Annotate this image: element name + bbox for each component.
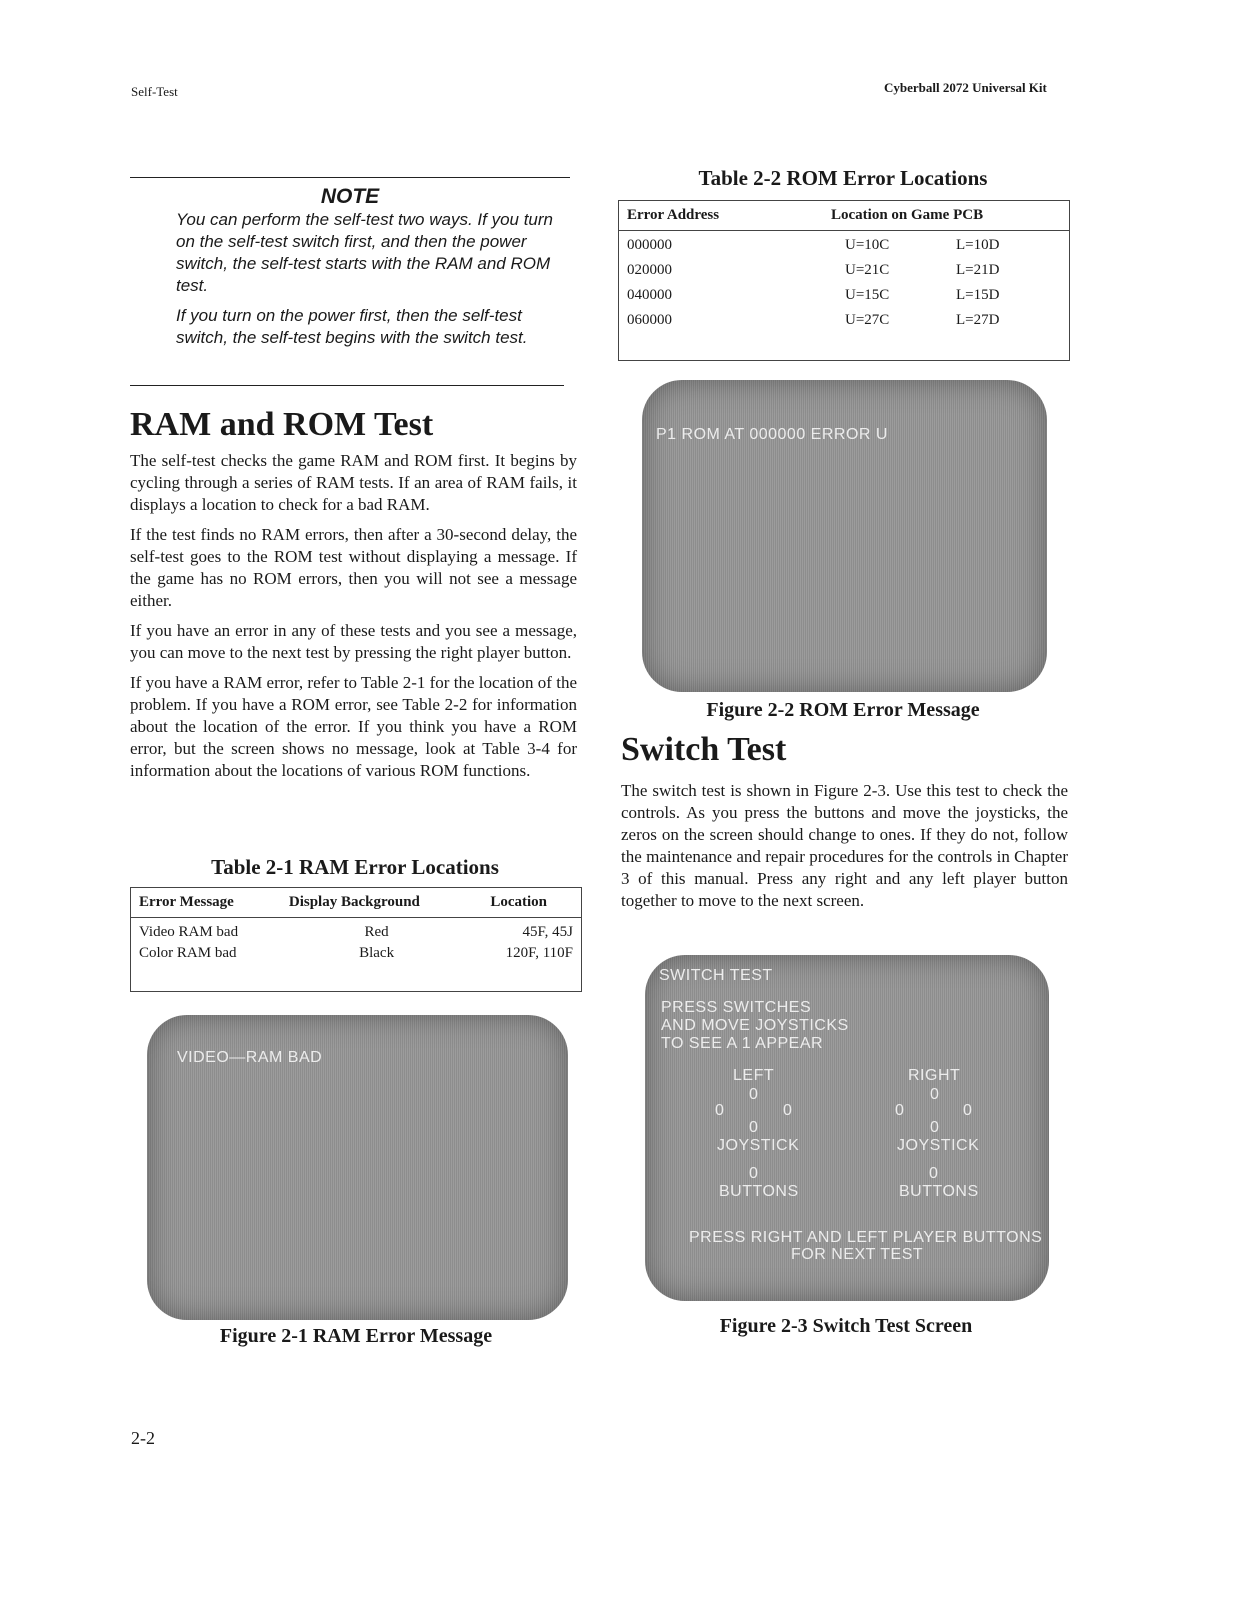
figure-2-1-screen [147,1015,568,1320]
screen-zero: 0 [930,1086,940,1103]
screen-zero: 0 [930,1119,940,1136]
table-cell: L=27D [956,312,1000,328]
figure-2-2-screen [642,380,1047,692]
screen-title: SWITCH TEST [659,967,773,984]
table-cell: U=10C [845,237,890,253]
table-row [619,231,1069,257]
note-top-rule [130,177,570,178]
ram-rom-body [130,450,577,790]
running-header-left: Self-Test [131,84,178,99]
note-bottom-rule [130,385,564,386]
table-cell: L=21D [956,262,1000,278]
table-2-1-title: Table 2-1 RAM Error Locations [211,855,499,879]
screen-zero: 0 [749,1165,759,1182]
note-paragraph-2: If you turn on the power first, then the self-test switch, the self-test begins with the switch test. [176,306,528,347]
table-header-cell: Error Address [619,201,815,231]
table-row [619,281,1069,306]
screen-zero: 0 [749,1119,759,1136]
table-cell: 020000 [627,262,672,278]
table-row [131,918,581,944]
screen-instruction: AND MOVE JOYSTICKS [661,1017,849,1034]
screen-footer: FOR NEXT TEST [791,1246,924,1263]
screen-joystick-label: JOYSTICK [717,1137,800,1154]
table-cell: 45F, 45J [522,924,573,940]
screen-zero: 0 [895,1102,905,1119]
table-cell: U=15C [845,287,890,303]
screen-zero: 0 [715,1102,725,1119]
table-cell: U=21C [845,262,890,278]
note-paragraph-1: You can perform the self-test two ways. If you turn on the self-test switch first, and then the power switch, the self-test starts with the RAM and ROM test. [176,210,554,295]
ram-rom-paragraph-2: If the test finds no RAM errors, then after a 30-second delay, the self-test goes to the ROM test without displaying a message. If the game has no ROM errors, then you will not see a message either. [130,525,577,610]
table-row [131,943,581,964]
figure-2-2-caption: Figure 2-2 ROM Error Message [706,699,980,721]
screen-text: VIDEO—RAM BAD [177,1049,323,1066]
switch-test-body [621,780,1068,920]
screen-instruction: TO SEE A 1 APPEAR [661,1035,824,1052]
table-header-cell: Location [472,888,581,918]
table-row [619,256,1069,281]
screen-zero: 0 [929,1165,939,1182]
screen-zero: 0 [749,1086,759,1103]
table-2-1 [130,887,582,992]
table-cell: 120F, 110F [505,945,573,961]
screen-zero: 0 [963,1102,973,1119]
table-header-cell: Error Message [131,888,281,918]
note-box [130,177,570,357]
table-cell: Video RAM bad [139,924,239,940]
table-cell: 060000 [627,312,672,328]
ram-rom-paragraph-4: If you have a RAM error, refer to Table 2-1 for the location of the problem. If you have a ROM error, see Table 2-2 for information about the location of the error. If you think you have a ROM error, but the screen shows no message, look at Table 3-4 for information about the locations of various ROM functions. [130,673,577,780]
table-cell: L=10D [956,237,1000,253]
page-number: 2-2 [131,1428,155,1448]
screen-zero: 0 [783,1102,793,1119]
table-cell: 000000 [627,237,672,253]
table-2-2 [618,200,1070,361]
table-cell: 040000 [627,287,672,303]
ram-rom-heading: RAM and ROM Test [130,406,434,443]
table-row [619,306,1069,331]
screen-left-label: LEFT [733,1067,775,1084]
screen-instruction: PRESS SWITCHES [661,999,812,1016]
table-cell: L=15D [956,287,1000,303]
screen-buttons-label: BUTTONS [899,1183,979,1200]
screen-right-label: RIGHT [908,1067,961,1084]
table-header-row [131,888,581,918]
figure-2-3-screen [645,955,1049,1301]
table-cell: Black [359,945,395,961]
ram-rom-paragraph-3: If you have an error in any of these tests and you see a message, you can move to the next test by pressing the right player button. [130,621,577,662]
table-header-row [619,201,1069,231]
running-header-right: Cyberball 2072 Universal Kit [884,80,1047,95]
figure-2-1-caption: Figure 2-1 RAM Error Message [219,1325,493,1347]
switch-test-heading: Switch Test [621,731,787,768]
screen-text: P1 ROM AT 000000 ERROR U [656,426,888,443]
switch-test-paragraph: The switch test is shown in Figure 2-3. Use this test to check the controls. As you press the buttons and move the joysticks, the zeros on the screen should change to ones. If they do not, follow the maintenance and repair procedures for the controls in Chapter 3 of this manual. Press any right and any left player button together to move to the next screen. [621,781,1068,910]
table-header-cell: Location on Game PCB [815,201,1069,231]
screen-footer: PRESS RIGHT AND LEFT PLAYER BUTTONS [689,1229,1043,1246]
screen-joystick-label: JOYSTICK [897,1137,980,1154]
table-2-2-title: Table 2-2 ROM Error Locations [698,166,988,190]
figure-2-3-caption: Figure 2-3 Switch Test Screen [719,1315,973,1337]
table-cell: Color RAM bad [139,945,237,961]
screen-buttons-label: BUTTONS [719,1183,799,1200]
note-title: NOTE [320,185,380,208]
ram-rom-paragraph-1: The self-test checks the game RAM and ROM first. It begins by cycling through a series of RAM tests. If an area of RAM fails, it displays a location to check for a bad RAM. [130,451,577,514]
table-header-cell: Display Background [281,888,472,918]
table-cell: Red [364,924,389,940]
table-cell: U=27C [845,312,890,328]
